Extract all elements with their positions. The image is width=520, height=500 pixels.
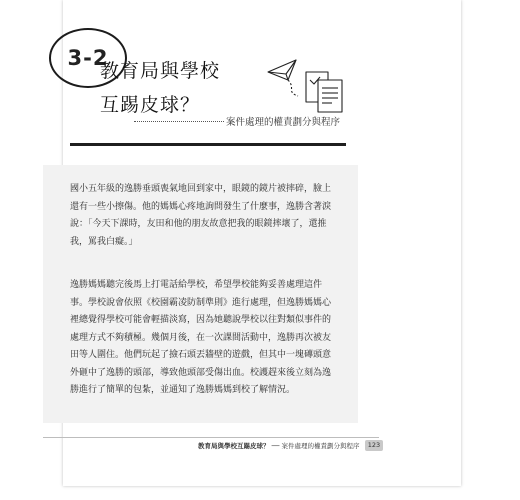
paragraph-line: 逸勝媽媽聽完後馬上打電話給學校，希望學校能夠妥善處理這件: [70, 280, 323, 290]
running-footer: [198, 441, 359, 450]
paragraph-line: 我，罵我白癡。」: [70, 236, 138, 247]
paragraph-line: 處理方式不夠積極。幾個月後，在一次課間活動中，逸勝再次被友: [70, 332, 332, 343]
paragraph-line: 田等人圍住。他們玩起了撿石頭丟牆壁的遊戲，但其中一塊磚頭意: [70, 350, 332, 360]
paragraph-line: 還有一些小擦傷。他的媽媽心疼地詢問發生了什麼事，逸勝含著淚: [70, 201, 332, 212]
paper-plane-documents-icon: [266, 58, 350, 114]
paragraph-line: 國小五年級的逸勝垂頭喪氣地回到家中，眼鏡的鏡片被摔碎，臉上: [70, 184, 332, 194]
paragraph-line: 說：「今天下課時，友田和他的朋友故意把我的眼鏡摔壞了，還推: [70, 219, 327, 229]
footer-title: 教育局與學校互踢皮球？: [198, 442, 270, 450]
subtitle-dotted-leader: [134, 121, 224, 122]
paragraph-line: 外砸中了逸勝的頭部，導致他頭部受傷出血。校護趕來後立刻為逸: [70, 367, 332, 378]
chapter-title-line-1: 教育局與學校: [100, 60, 221, 82]
footer-divider: [43, 437, 379, 438]
page-number: 123: [365, 440, 383, 451]
chapter-title-line-2: 互踢皮球？: [100, 94, 201, 116]
header-divider: [70, 143, 346, 146]
story-paragraph-2: [70, 277, 342, 400]
story-paragraph-1: [70, 181, 342, 251]
section-number: 3-2: [67, 46, 109, 70]
chapter-subtitle: 案件處理的權責劃分與程序: [226, 117, 341, 128]
paragraph-line: 事。學校說會依照《校園霸凌防制準則》進行處理，但逸勝媽媽心: [70, 297, 332, 308]
footer-subtitle: ── 案件處理的權責劃分與程序: [271, 442, 360, 450]
paragraph-line: 勝進行了簡單的包紮，並通知了逸勝媽媽到校了解情況。: [70, 385, 296, 395]
paragraph-line: 裡總覺得學校可能會輕描淡寫，因為她聽說學校以往對類似事件的: [70, 315, 332, 325]
